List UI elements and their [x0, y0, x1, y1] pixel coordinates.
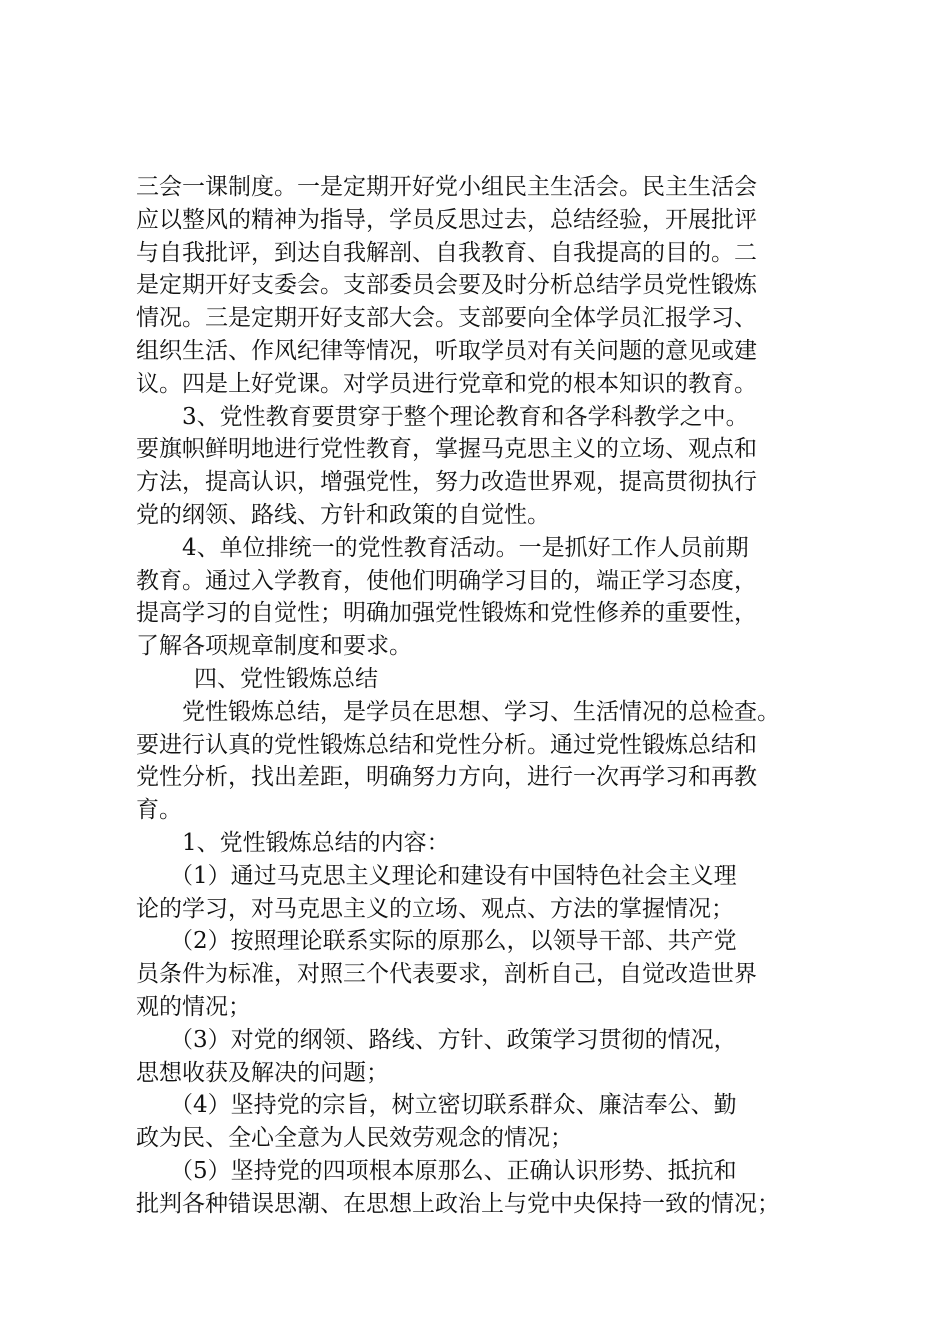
list-item-5: [136, 1155, 836, 1221]
text-line: 应以整风的精神为指导，学员反思过去，总结经验，开展批评: [136, 206, 757, 233]
text-line: （2）按照理论联系实际的原那么，以领导干部、共产党: [170, 928, 737, 955]
text-line: 3、党性教育要贯穿于整个理论教育和各学科教学之中。: [182, 403, 749, 430]
text-line: 方法，提高认识，增强党性，努力改造世界观，提高贯彻执行: [136, 469, 757, 496]
subheading-contents: [136, 827, 836, 860]
list-item-3: [136, 1024, 836, 1090]
text-line: 提高学习的自觉性；明确加强党性锻炼和党性修养的重要性，: [136, 600, 757, 627]
text-line: 要进行认真的党性锻炼总结和党性分析。通过党性锻炼总结和: [136, 731, 757, 758]
text-line: 要旗帜鲜明地进行党性教育，掌握马克思主义的立场、观点和: [136, 436, 757, 463]
text-line: 育。: [136, 797, 182, 824]
paragraph-item-4: [136, 532, 836, 663]
text-line: 三会一课制度。一是定期开好党小组民主生活会。民主生活会: [136, 174, 757, 200]
text-line: （3）对党的纲领、路线、方针、政策学习贯彻的情况，: [170, 1026, 737, 1053]
paragraph-item-3: [136, 401, 836, 532]
list-item-4: [136, 1089, 836, 1155]
text-line: 政为民、全心全意为人民效劳观念的情况；: [136, 1125, 573, 1152]
text-line: 员条件为标准，对照三个代表要求，剖析自己，自觉改造世界: [136, 961, 757, 988]
paragraph-summary-intro: [136, 696, 836, 827]
text-line: 党性锻炼总结，是学员在思想、学习、生活情况的总检查。: [182, 698, 780, 725]
text-line: 论的学习，对马克思主义的立场、观点、方法的掌握情况；: [136, 895, 734, 922]
text-line: 党性分析，找出差距，明确努力方向，进行一次再学习和再教: [136, 764, 757, 791]
text-line: 情况。三是定期开好支部大会。支部要向全体学员汇报学习、: [136, 305, 757, 332]
paragraph-three-meetings: [136, 171, 836, 401]
text-line: （1）通过马克思主义理论和建设有中国特色社会主义理: [170, 862, 737, 889]
list-item-2: [136, 925, 836, 1023]
section-heading: [136, 663, 836, 696]
text-line: 了解各项规章制度和要求。: [136, 633, 412, 660]
text-line: （4）坚持党的宗旨，树立密切联系群众、廉洁奉公、勤: [170, 1092, 737, 1119]
text-line: 批判各种错误思潮、在思想上政治上与党中央保持一致的情况；: [136, 1190, 780, 1217]
text-line: 议。四是上好党课。对学员进行党章和党的根本知识的教育。: [136, 370, 757, 397]
list-item-1: [136, 860, 836, 926]
text-line: 是定期开好支委会。支部委员会要及时分析总结学员党性锻炼: [136, 272, 757, 299]
document-page: [136, 171, 836, 1221]
text-line: 观的情况；: [136, 993, 251, 1020]
text-line: 组织生活、作风纪律等情况，听取学员对有关问题的意见或建: [136, 337, 757, 364]
text-line: 教育。通过入学教育，使他们明确学习目的，端正学习态度，: [136, 567, 757, 594]
text-line: 思想收获及解决的问题；: [136, 1059, 389, 1086]
text-line: 四、党性锻炼总结: [194, 665, 378, 692]
text-line: 4、单位排统一的党性教育活动。一是抓好工作人员前期: [182, 534, 749, 561]
text-line: （5）坚持党的四项根本原那么、正确认识形势、抵抗和: [170, 1157, 737, 1184]
text-line: 1、党性锻炼总结的内容：: [182, 829, 450, 856]
text-line: 与自我批评，到达自我解剖、自我教育、自我提高的目的。二: [136, 239, 757, 266]
text-line: 党的纲领、路线、方针和政策的自觉性。: [136, 501, 550, 528]
